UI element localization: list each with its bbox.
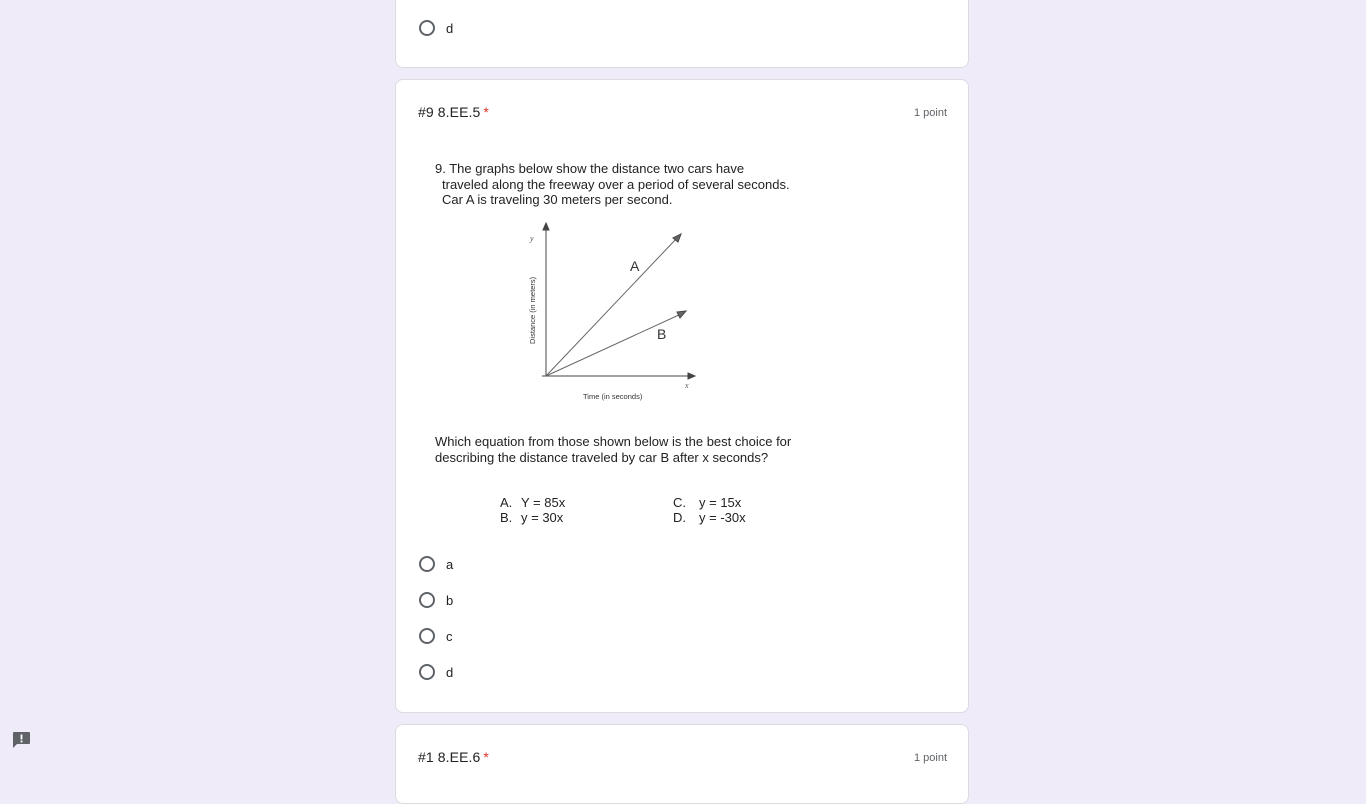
points-label: 1 point (913, 752, 947, 764)
question-image (426, 158, 816, 533)
y-axis-label: Distance (in meters) (528, 276, 537, 344)
x-axis-label: Time (in seconds) (583, 392, 643, 401)
line-b (546, 314, 681, 376)
prompt-line-1: Which equation from those shown below is the best choice for (435, 434, 792, 449)
option-label: c (446, 628, 453, 644)
line-b-arrow (677, 311, 686, 318)
option-label: a (446, 556, 454, 572)
line-a (546, 238, 677, 376)
distance-time-graph (426, 158, 816, 408)
prompt-line-2: describing the distance traveled by car B after x seconds? (435, 449, 769, 465)
x-axis-arrow (688, 373, 695, 379)
line-b-label: B (657, 326, 667, 342)
radio-button[interactable] (419, 592, 435, 608)
required-asterisk: * (483, 104, 489, 120)
points-label: 1 point (913, 107, 947, 119)
choice-b-letter: B. (500, 510, 513, 525)
option-c[interactable] (418, 624, 453, 648)
y-letter: y (530, 234, 534, 243)
question-card-9 (395, 79, 969, 713)
option-b[interactable] (418, 588, 453, 612)
intro-line-2: traveled along the freeway over a period of several seconds. (442, 176, 790, 192)
choice-d-letter: D. (673, 510, 686, 525)
option-d[interactable] (418, 660, 453, 684)
intro-line-3: Car A is traveling 30 meters per second. (442, 192, 673, 207)
question-card-10 (395, 724, 969, 804)
radio-button[interactable] (419, 20, 435, 36)
option-label: d (446, 664, 454, 680)
report-feedback-icon[interactable] (12, 731, 31, 749)
choice-a-equation: Y = 85x (521, 495, 566, 510)
option-d-previous[interactable] (418, 16, 453, 40)
feedback-icon-svg (12, 731, 31, 749)
question-card-previous (395, 0, 969, 68)
line-a-label: A (630, 258, 640, 274)
radio-button[interactable] (419, 628, 435, 644)
question-title (418, 104, 489, 120)
option-label: d (446, 20, 454, 36)
radio-button[interactable] (419, 664, 435, 680)
option-label: b (446, 592, 454, 608)
choice-c-letter: C. (673, 495, 686, 510)
choice-a-letter: A. (500, 495, 513, 510)
question-title-text: #9 8.EE.5 (418, 104, 481, 120)
x-letter: x (685, 381, 689, 390)
choice-c-equation: y = 15x (699, 495, 742, 510)
required-asterisk: * (483, 749, 489, 765)
radio-button[interactable] (419, 556, 435, 572)
question-title (418, 749, 489, 765)
question-title-text: #1 8.EE.6 (418, 749, 481, 765)
intro-line-1: 9. The graphs below show the distance two cars have (435, 161, 745, 176)
choice-b-equation: y = 30x (521, 510, 564, 525)
choice-d-equation: y = -30x (699, 510, 746, 525)
option-a[interactable] (418, 552, 453, 576)
y-axis-arrow (543, 223, 549, 230)
